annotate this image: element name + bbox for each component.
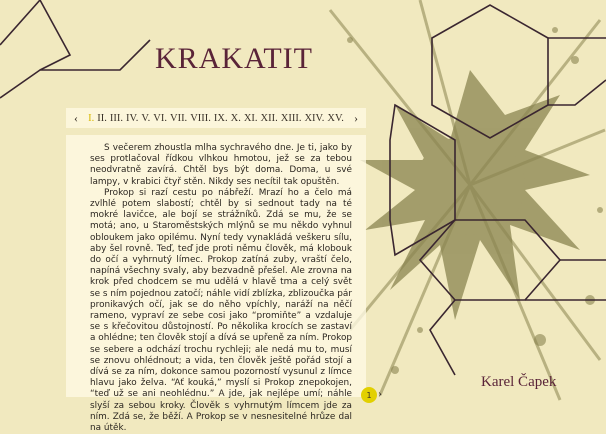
chapter-text [90,143,352,434]
chapter-navigation [66,108,366,128]
book-title: KRAKATIT [155,42,313,75]
paragraph-2: Prokop si razí cestu po nábřeží. Mrazí ho a čelo má zvlhlé potem slabostí; chtěl by si sednout tady na té mokré lavičce, ale bojí se strážníků. Zdá se mu, že se motá; ano, u Staroměstských mlýnů se mu někdo vyhnul obloukem jako opilému. Nyní tedy vynakládá veškeru sílu, aby šel rovně. Teď, teď jde proti němu člověk, má klobouk do očí a vyhrnutý límec. Prokop zatíná zuby, vraští čelo, napíná všechny svaly, aby bezvadně přešel. Ale zrovna na krok před chodcem se mu udělá v hlavě tma a celý svět se s ním pojednou zatočí; náhle vidí zblízka, zblizoučka pár pronikavých očí, jak se do něho vpíchly, naráží na něčí rameno, vypraví ze sebe cosi jako “promiňte” a vzdaluje se s křečovitou důstojností. Po několika krocích se zastaví a ohlédne; ten člověk stojí a dívá se upřeně za ním. Prokop se sebere a odchází trochu rychleji; ale nedá mu to, musí se znovu ohlédnout; a vida, ten člověk ještě pořád stojí a dívá se za ním, dokonce samou pozorností vysunul z límce hlavu jako želva. “Ať kouká,” myslí si Prokop znepokojen, “teď už se ani neohlédnu.” A jde, jak nejlépe umí; náhle slyší za sebou kroky. Člověk s vyhrnutým límcem jde za ním. Zdá se, že běží. A Prokop se v nesnesitelné hrůze dal na útěk. [90,187,353,434]
chapter-link[interactable]: XV. [327,112,344,124]
chapter-link[interactable]: X. [230,112,241,124]
chapter-link[interactable]: XIII. [280,112,302,124]
chapter-link[interactable]: VIII. [190,112,211,124]
author-name: Karel Čapek [481,374,557,390]
chapter-link[interactable]: IV. [126,112,139,124]
text-panel [66,135,366,434]
chapter-list [86,113,346,124]
chapter-link[interactable]: V. [141,112,151,124]
next-page-arrow-icon[interactable]: › [378,386,382,400]
chapter-link[interactable]: VI. [153,112,167,124]
chapter-prev-arrow-icon[interactable]: ‹ [74,110,78,125]
chapter-next-arrow-icon[interactable]: › [354,110,358,125]
chapter-link[interactable]: XI. [243,112,258,124]
paragraph-1: S večerem zhoustla mlha sychravého dne. Je ti, jako by ses protlačoval řídkou vlhkou hmotou, jež se za tebou neodvratně zavírá. Chtěl bys být doma. Doma, u své lampy, v krabici čtyř stěn. Nikdy ses necítil tak opuštěn. [90,143,352,187]
chapter-link[interactable]: XIV. [304,112,325,124]
chapter-link[interactable]: IX. [213,112,228,124]
chapter-link[interactable]: III. [109,112,124,124]
chapter-link[interactable]: XII. [260,112,278,124]
chapter-link[interactable]: II. [97,112,107,124]
chapter-link[interactable]: I. [88,112,95,124]
chapter-link[interactable]: VII. [169,112,188,124]
page-number-badge[interactable]: 1 [361,387,377,403]
